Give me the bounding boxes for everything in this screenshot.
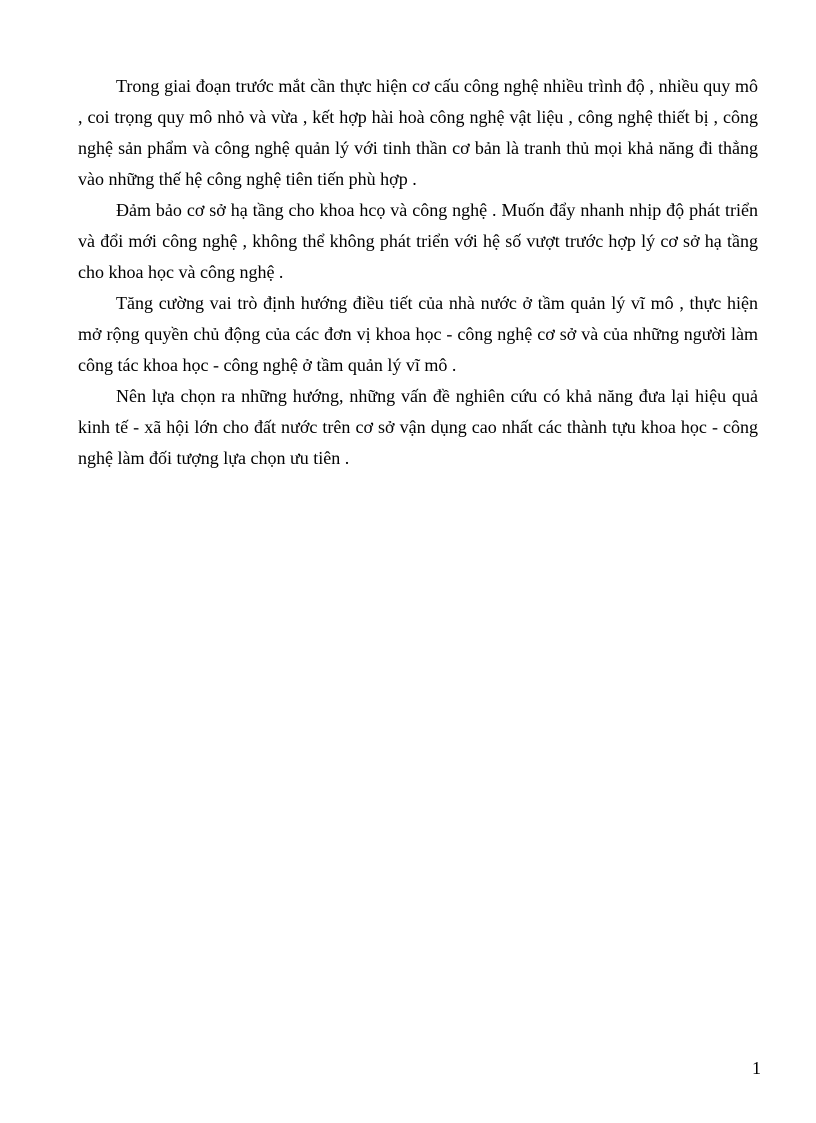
document-body	[78, 71, 758, 474]
paragraph-2: Đảm bảo cơ sở hạ tầng cho khoa hcọ và công nghệ . Muốn đẩy nhanh nhịp độ phát triển và đổi mới công nghệ , không thể không phát triển với hệ số vượt trước hợp lý cơ sở hạ tầng cho khoa học và công nghệ .	[78, 200, 758, 282]
paragraph-4: Nên lựa chọn ra những hướng, những vấn đề nghiên cứu có khả năng đưa lại hiệu quả kinh tế - xã hội lớn cho đất nước trên cơ sở vận dụng cao nhất các thành tựu khoa học - công nghệ làm đối tượng lựa chọn ưu tiên .	[78, 386, 758, 468]
page-number: 1	[752, 1058, 761, 1078]
paragraph-1: Trong giai đoạn trước mắt cần thực hiện cơ cấu công nghệ nhiều trình độ , nhiều quy mô , coi trọng quy mô nhỏ và vừa , kết hợp hài hoà công nghệ vật liệu , công nghệ thiết bị , công nghệ sản phẩm và công nghệ quản lý với tinh thần cơ bản là tranh thủ mọi khả năng đi thẳng vào những thế hệ công nghệ tiên tiến phù hợp .	[78, 76, 758, 189]
paragraph-3: Tăng cường vai trò định hướng điều tiết của nhà nước ở tầm quản lý vĩ mô , thực hiện mở rộng quyền chủ động của các đơn vị khoa học - công nghệ cơ sở và của những người làm công tác khoa học - công nghệ ở tầm quản lý vĩ mô .	[78, 293, 758, 375]
